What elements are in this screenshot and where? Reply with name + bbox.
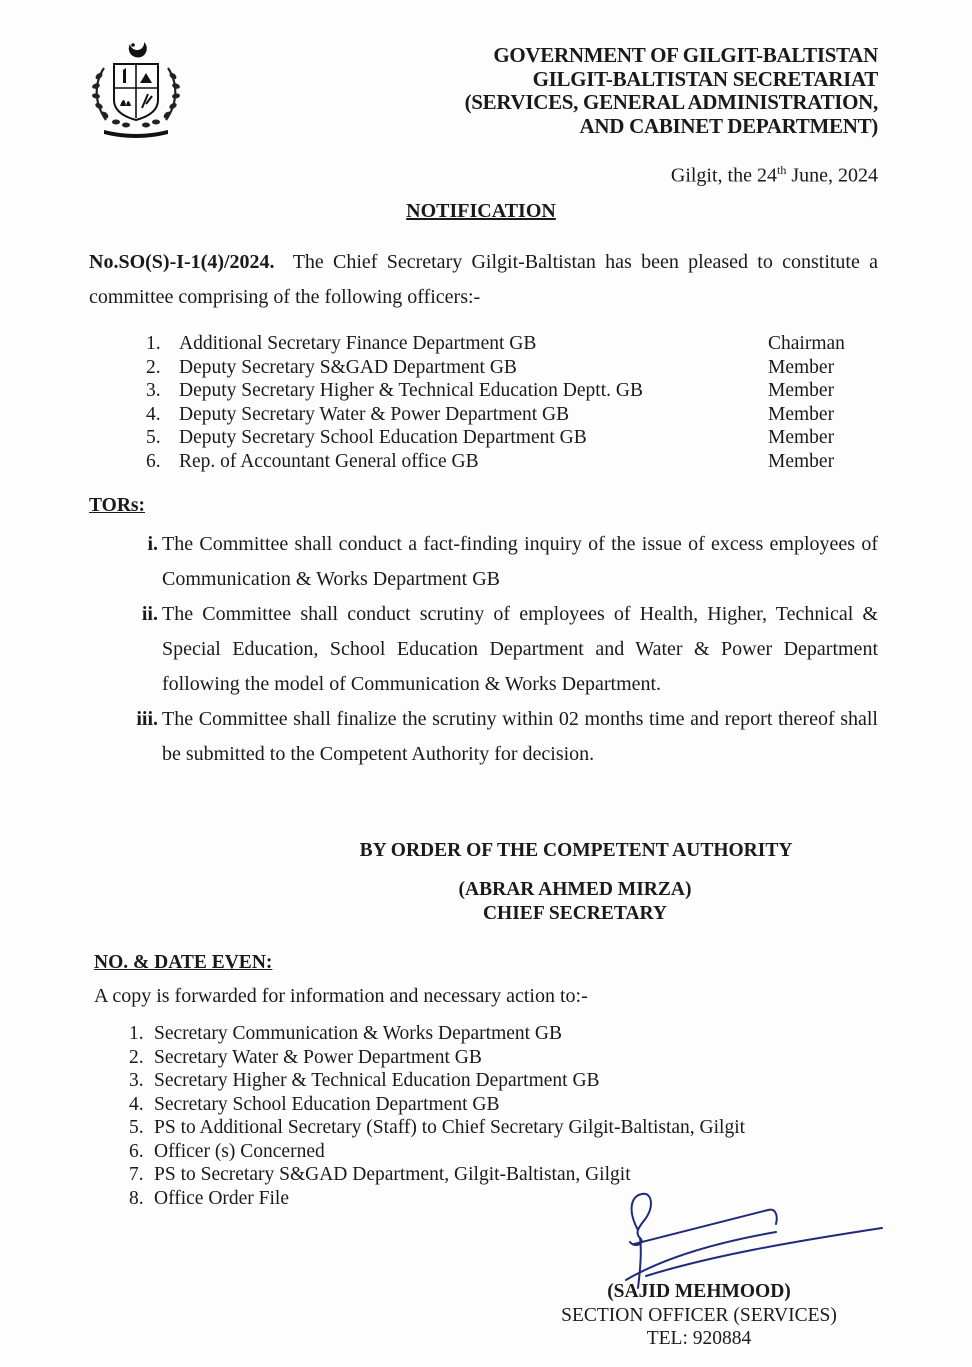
member-role: Member <box>768 356 835 378</box>
member-role: Member <box>768 403 835 425</box>
signatory-designation: CHIEF SECRETARY <box>482 903 668 924</box>
distribution-number: 8. <box>129 1187 144 1209</box>
distribution-item <box>129 1022 745 1046</box>
handwritten-signature-icon <box>590 1192 890 1292</box>
tor-number: i. <box>147 533 158 555</box>
officer-designation: SECTION OFFICER (SERVICES) <box>561 1304 837 1326</box>
distribution-number: 7. <box>129 1164 144 1185</box>
distribution-number: 1. <box>129 1023 144 1044</box>
distribution-text: PS to Secretary S&GAD Department, Gilgit-Baltistan, Gilgit <box>154 1164 631 1185</box>
distribution-number: 4. <box>129 1093 144 1115</box>
date-ordinal: th <box>776 163 787 177</box>
distribution-item <box>129 1046 745 1070</box>
committee-list <box>146 332 866 473</box>
tor-text: The Committee shall conduct scrutiny of employees of Health, Higher, Technical & Special Education, School Education Department and Water & Power Department following the model of Communication & Works Department. <box>162 603 878 695</box>
committee-member <box>146 332 866 356</box>
distribution-text: Office Order File <box>154 1187 290 1209</box>
date-line <box>671 163 878 188</box>
member-number: 5. <box>146 427 161 448</box>
distribution-item <box>129 1140 745 1164</box>
distribution-item <box>129 1163 745 1187</box>
committee-member <box>146 426 866 450</box>
intro-text: The Chief Secretary Gilgit-Baltistan has been pleased to constitute a committee comprising of the following officers:- <box>89 251 878 308</box>
government-emblem-icon <box>86 38 186 140</box>
member-number: 1. <box>146 333 161 354</box>
tor-item <box>100 527 878 597</box>
letterhead-line: AND CABINET DEPARTMENT) <box>579 113 878 138</box>
date-rest: June, 2024 <box>786 164 878 187</box>
committee-member <box>146 356 866 380</box>
distribution-item <box>129 1093 745 1117</box>
signatory-name: (ABRAR AHMED MIRZA) <box>458 879 692 900</box>
distribution-text: PS to Additional Secretary (Staff) to Chief Secretary Gilgit-Baltistan, Gilgit <box>154 1117 746 1138</box>
distribution-item <box>129 1116 745 1140</box>
distribution-text: Secretary Higher & Technical Education Department GB <box>154 1070 600 1091</box>
member-number: 2. <box>146 356 161 378</box>
member-officer: Deputy Secretary Water & Power Department GB <box>179 403 570 425</box>
distribution-heading: NO. & DATE EVEN: <box>94 952 273 973</box>
member-number: 3. <box>146 380 161 401</box>
tor-number: iii. <box>136 708 158 730</box>
distribution-text: Secretary School Education Department GB <box>154 1093 500 1115</box>
member-officer: Deputy Secretary School Education Department GB <box>179 427 587 448</box>
tor-item <box>100 702 878 772</box>
committee-member <box>146 379 866 403</box>
letterhead-line: GILGIT-BALTISTAN SECRETARIAT <box>532 66 878 91</box>
distribution-text: Secretary Water & Power Department GB <box>154 1046 482 1068</box>
tor-item <box>100 597 878 702</box>
document-title: NOTIFICATION <box>406 200 556 222</box>
committee-member <box>146 450 866 474</box>
distribution-list <box>129 1022 745 1210</box>
tor-number: ii. <box>141 603 158 625</box>
tors-list <box>100 527 878 772</box>
member-role: Chairman <box>768 333 845 354</box>
letterhead-line: (SERVICES, GENERAL ADMINISTRATION, <box>464 90 878 114</box>
distribution-number: 2. <box>129 1046 144 1068</box>
member-officer: Rep. of Accountant General office GB <box>179 450 479 472</box>
tor-text: The Committee shall conduct a fact-finding inquiry of the issue of excess employees of Communication & Works Department GB <box>162 533 878 590</box>
chief-secretary-block <box>0 878 972 926</box>
officer-name: (SAJID MEHMOOD) <box>607 1281 791 1302</box>
date-prefix: Gilgit, the 24 <box>670 164 777 187</box>
member-number: 6. <box>146 450 161 472</box>
distribution-item <box>129 1069 745 1093</box>
distribution-intro: A copy is forwarded for information and necessary action to:- <box>94 985 588 1007</box>
distribution-number: 3. <box>129 1070 144 1091</box>
intro-paragraph <box>89 245 878 315</box>
member-officer: Additional Secretary Finance Department GB <box>179 333 537 354</box>
officer-telephone: TEL: 920884 <box>646 1328 752 1349</box>
letterhead-line: GOVERNMENT OF GILGIT-BALTISTAN <box>493 43 878 67</box>
member-number: 4. <box>146 403 161 425</box>
member-role: Member <box>768 450 835 472</box>
tor-text: The Committee shall finalize the scrutiny within 02 months time and report thereof shall be submitted to the Competent Authority for decision. <box>162 708 878 765</box>
committee-member <box>146 403 866 427</box>
member-role: Member <box>768 427 835 448</box>
member-officer: Deputy Secretary S&GAD Department GB <box>179 356 517 378</box>
distribution-number: 5. <box>129 1117 144 1138</box>
member-role: Member <box>768 380 835 401</box>
authority-order: BY ORDER OF THE COMPETENT AUTHORITY <box>359 840 793 861</box>
member-officer: Deputy Secretary Higher & Technical Education Deptt. GB <box>179 380 643 401</box>
reference-number: No.SO(S)-I-1(4)/2024. <box>89 251 275 273</box>
section-officer-block <box>548 1280 850 1351</box>
distribution-number: 6. <box>129 1140 144 1162</box>
tors-heading: TORs: <box>89 495 145 516</box>
distribution-text: Officer (s) Concerned <box>154 1140 325 1162</box>
letterhead <box>465 44 878 138</box>
distribution-text: Secretary Communication & Works Department GB <box>154 1023 563 1044</box>
